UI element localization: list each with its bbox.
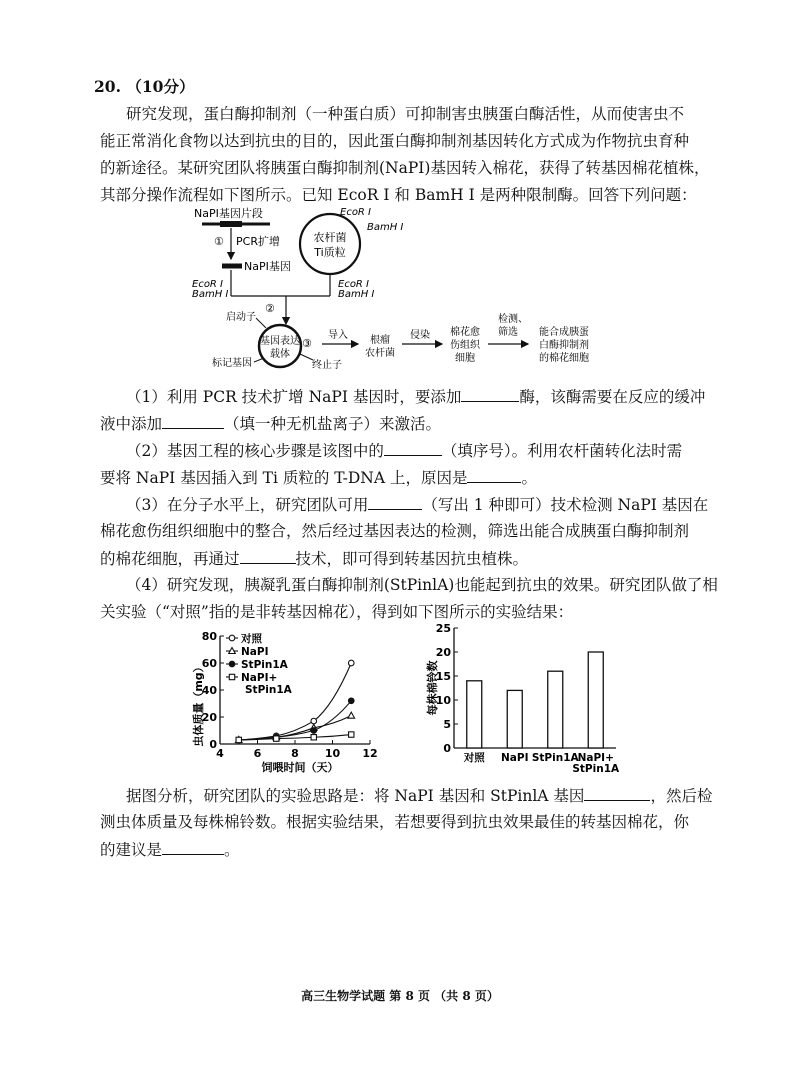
analysis-line-1: 据图分析，研究团队的实验思路是：将 NaPI 基因和 StPinlA 基因 ，然后检 — [126, 787, 713, 805]
bar-chart-ytick-label: 20 — [435, 646, 451, 659]
q3-blank-2[interactable] — [240, 548, 296, 564]
bar-chart-ytick-label: 0 — [443, 742, 451, 755]
bar-chart-ytick-label: 5 — [443, 718, 451, 731]
intro-line-1: 研究发现，蛋白酶抑制剂（一种蛋白质）可抑制害虫胰蛋白酶活性，从而使害虫不 — [126, 105, 685, 123]
analysis-blank-1[interactable] — [584, 785, 650, 801]
step-1-label: ① — [214, 235, 224, 248]
plasmid-label-1: 农杆菌 — [313, 231, 347, 244]
line-chart-xtick-label: 4 — [216, 747, 224, 760]
line-series-4 — [239, 735, 352, 740]
legend-marker-4 — [229, 674, 234, 679]
intro-line-4: 其部分操作流程如下图所示。已知 EcoR Ⅰ 和 BamH Ⅰ 是两种限制酶。回答下列问题： — [100, 186, 697, 204]
q3-line-2: 棉花愈伤组织细胞中的整合，然后经过基因表达的检测，筛选出能合成胰蛋白酶抑制剂 — [100, 522, 690, 540]
bar-chart-ytick-label: 15 — [435, 670, 451, 683]
q4-line-2: 关实验（“对照”指的是非转基因棉花），得到如下图所示的实验结果： — [100, 603, 574, 621]
q2-line-2: 要将 NaPI 基因插入到 Ti 质粒的 T-DNA 上，原因是 。 — [100, 469, 537, 487]
bamh-label-top: BamH Ⅰ — [367, 222, 404, 233]
line-chart-ytick-label: 40 — [201, 684, 217, 697]
line-chart-xlabel: 饲喂时间（天） — [261, 761, 339, 774]
ecor-label-left: EcoR Ⅰ — [192, 279, 224, 290]
callus-label-2: 伤组织 — [450, 340, 480, 351]
marker-gene-label: 标记基因 — [212, 358, 252, 369]
callus-label-1: 棉花愈 — [450, 327, 480, 338]
bar-category-label-4: NaPI+ — [577, 752, 614, 764]
intro-line-2: 能正常消化食物以达到抗虫的目的，因此蛋白酶抑制剂基因转化方式成为作物抗虫育种 — [100, 132, 690, 150]
agro-label-1: 根瘤 — [370, 335, 390, 346]
bar-category-label-2: NaPI — [501, 752, 529, 764]
q3-line-1: （3）在分子水平上，研究团队可用 （写出 1 种即可）技术检测 NaPI 基因在 — [126, 496, 709, 514]
infect-label: 侵染 — [410, 330, 430, 341]
analysis-line-3: 的建议是 。 — [100, 841, 240, 859]
legend-label-4: NaPI+ — [241, 672, 278, 684]
line-point-series-4 — [274, 736, 279, 741]
bar-2 — [507, 690, 522, 748]
final-label-3: 的棉花细胞 — [539, 353, 589, 364]
plasmid-label-2: Ti质粒 — [314, 246, 346, 259]
legend-label-2: NaPI — [241, 646, 269, 658]
q2-line-1: （2）基因工程的核心步骤是该图中的 （填序号）。利用农杆菌转化法时需 — [126, 442, 683, 460]
pcr-label: PCR扩增 — [236, 235, 280, 248]
bar-category-label-3: StPin1A — [531, 752, 579, 764]
bar-4 — [588, 652, 603, 748]
step-2-label: ② — [265, 302, 275, 315]
line-point-series-4 — [236, 737, 241, 742]
line-chart-ytick-label: 0 — [209, 738, 217, 751]
vector-label-2: 载体 — [270, 349, 290, 360]
agro-label-2: 农杆菌 — [365, 348, 395, 359]
napi-fragment-label: NaPI基因片段 — [194, 207, 263, 220]
bamh-label-right: BamH Ⅰ — [338, 289, 375, 300]
final-label-2: 白酶抑制剂 — [539, 340, 589, 351]
line-point-series-3 — [311, 728, 317, 734]
bar-chart-ytick-label: 10 — [435, 694, 451, 707]
callus-label-3: 细胞 — [455, 353, 475, 364]
napi-gene-label: NaPI基因 — [244, 260, 291, 273]
line-chart-ylabel: 虫体质量（mg） — [192, 661, 205, 747]
line-point-series-3 — [348, 698, 354, 704]
legend-label-1: 对照 — [241, 633, 262, 645]
line-chart-xtick-label: 12 — [362, 747, 378, 760]
q1-line-1: （1）利用 PCR 技术扩增 NaPI 基因时，要添加 酶，该酶需要在反应的缓冲 — [126, 388, 706, 406]
page-footer: 高三生物学试题 第 8 页 （共 8 页） — [301, 989, 499, 1003]
line-chart-ytick-label: 20 — [201, 711, 217, 724]
analysis-line-2: 测虫体质量及每株棉铃数。根据实验结果，若想要得到抗虫效果最佳的转基因棉花，你 — [100, 813, 690, 831]
intro-line-3: 的新途径。某研究团队将胰蛋白酶抑制剂(NaPI)基因转入棉花，获得了转基因棉花植株， — [100, 159, 710, 177]
legend-marker-1 — [229, 635, 235, 641]
vector-label-1: 基因表达 — [260, 336, 300, 347]
bar-chart-ytick-label: 25 — [435, 622, 451, 635]
q2-blank-2[interactable] — [467, 467, 521, 483]
legend-label-4: StPin1A — [245, 684, 292, 696]
terminator-label: 终止子 — [312, 360, 342, 371]
line-chart-xtick-label: 6 — [253, 747, 262, 760]
line-chart-ytick-label: 80 — [201, 630, 217, 643]
final-label-1: 能合成胰蛋 — [539, 327, 589, 338]
bar-1 — [467, 681, 482, 748]
line-point-series-4 — [349, 732, 354, 737]
question-header — [94, 77, 194, 97]
line-chart-xtick-label: 10 — [324, 747, 341, 760]
analysis-blank-2[interactable] — [162, 839, 224, 855]
detect-label-1: 检测、 — [498, 314, 528, 325]
q1-blank-1[interactable] — [461, 386, 519, 402]
detect-label-2: 筛选 — [498, 327, 518, 338]
bar-3 — [548, 671, 563, 748]
promoter-label: 启动子 — [226, 312, 256, 323]
line-chart — [188, 626, 388, 776]
line-point-series-1 — [348, 660, 354, 666]
q3-line-3: 的棉花细胞，再通过 技术，即可得到转基因抗虫植株。 — [100, 550, 529, 568]
bar-chart-ylabel: 每株棉铃数 — [426, 660, 439, 716]
flow-diagram — [180, 204, 620, 374]
legend-label-3: StPin1A — [241, 659, 288, 671]
line-point-series-2 — [348, 712, 355, 718]
line-point-series-4 — [311, 735, 316, 740]
line-chart-ytick-label: 60 — [201, 657, 217, 670]
q3-blank-1[interactable] — [368, 494, 422, 510]
q2-blank-1[interactable] — [384, 440, 442, 456]
q1-line-2: 液中添加 （填一种无机盐离子）来激活。 — [100, 415, 442, 433]
bar-chart — [420, 622, 620, 778]
line-chart-xtick-label: 8 — [291, 747, 299, 760]
ecor-label-right: EcoR Ⅰ — [338, 279, 370, 290]
legend-marker-3 — [229, 661, 235, 667]
question-points: （10分） — [126, 77, 195, 96]
bamh-label-left: BamH Ⅰ — [192, 289, 229, 300]
line-point-series-1 — [311, 718, 317, 724]
bar-category-label-4: StPin1A — [572, 763, 620, 775]
q4-line-1: （4）研究发现，胰凝乳蛋白酶抑制剂(StPinlA)也能起到抗虫的效果。研究团队做了相 — [126, 576, 718, 594]
import-label: 导入 — [328, 330, 348, 341]
bar-category-label-1: 对照 — [463, 752, 485, 764]
question-number: 20. — [94, 77, 121, 96]
ecor-label-top: EcoR Ⅰ — [340, 207, 372, 218]
q1-blank-2[interactable] — [162, 413, 224, 429]
step-3-label: ③ — [302, 337, 312, 350]
